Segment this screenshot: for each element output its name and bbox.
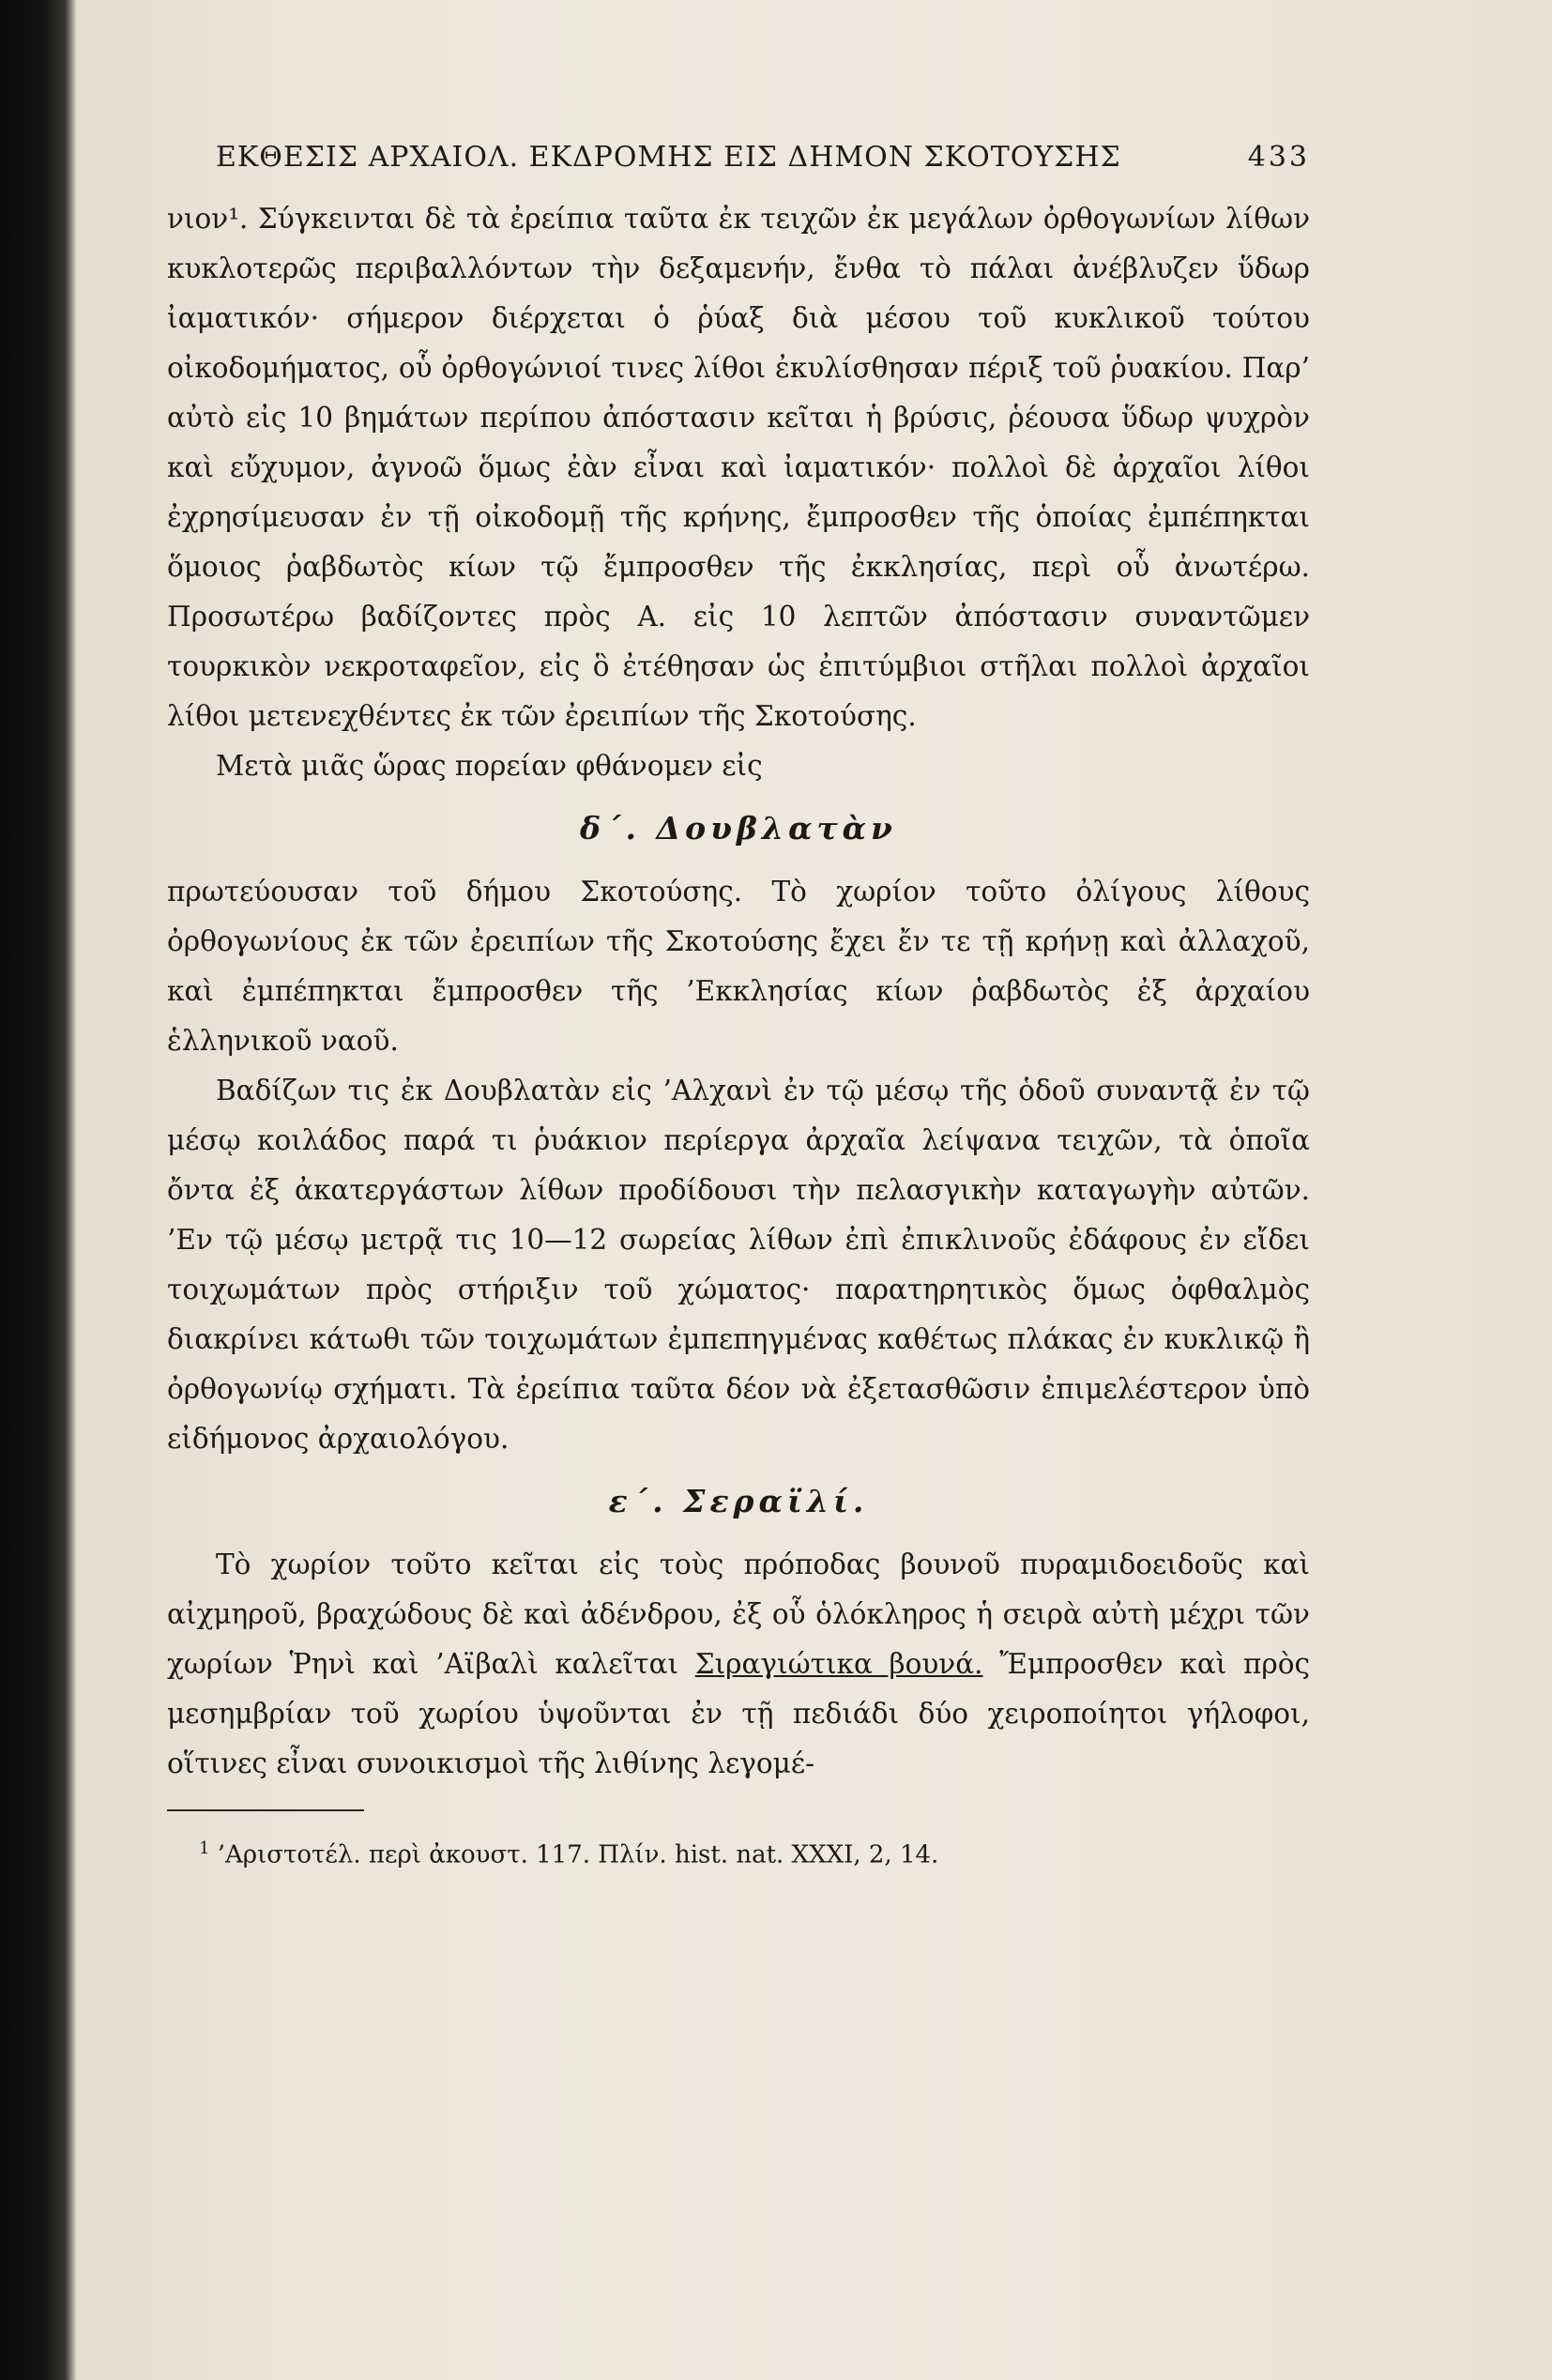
page-number: 433	[1247, 141, 1310, 174]
binding-shadow	[0, 0, 77, 2380]
paragraph-ruins: νιον¹. Σύγκεινται δὲ τὰ ἐρείπια ταῦτα ἐκ τειχῶν ἐκ μεγάλων ὀρθογωνίων λίθων κυκλοτερῶς περιβαλλόντων τὴν δεξαμενήν, ἔνθα τὸ πάλαι ἀνέβλυζεν ὕδωρ ἰαματικόν· σήμερον διέρχεται ὁ ῥύαξ διὰ μέσου τοῦ κυκλικοῦ τούτου οἰκοδομήματος, οὗ ὀρθογώνιοί τινες λίθοι ἐκυλίσθησαν πέριξ τοῦ ῥυακίου. Παρ’ αὐτὸ εἰς 10 βημάτων περίπου ἀπόστασιν κεῖται ἡ βρύσις, ῥέουσα ὕδωρ ψυχρὸν καὶ εὔχυμον, ἀγνοῶ ὅμως ἐὰν εἶναι καὶ ἰαματικόν· πολλοὶ δὲ ἀρχαῖοι λίθοι ἐχρησίμευσαν ἐν τῇ οἰκοδομῇ τῆς κρήνης, ἔμπροσθεν τῆς ὁποίας ἐμπέπηκται ὅμοιος ῥαβδωτὸς κίων τῷ ἔμπροσθεν τῆς ἐκκλησίας, περὶ οὗ ἀνωτέρω. Προσωτέρω βαδίζοντες πρὸς Α. εἰς 10 λεπτῶν ἀπόστασιν συναντῶμεν τουρκικὸν νεκροταφεῖον, εἰς ὃ ἐτέθησαν ὡς ἐπιτύμβιοι στῆλαι πολλοὶ ἀρχαῖοι λίθοι μετενεχθέντες ἐκ τῶν ἐρειπίων τῆς Σκοτούσης.	[167, 203, 1310, 732]
page-text-block	[167, 141, 1310, 1874]
paragraph-serali	[167, 1540, 1310, 1789]
paragraph-serali-text-b: Ἔμπροσθεν καὶ πρὸς μεσημβρίαν τοῦ χωρίου ὑψοῦνται ἐν τῇ πεδιάδι δύο χειροποίητοι γήλοφοι, οἵτινες εἶναι συνοικισμοὶ τῆς λιθίνης λεγομέ-	[167, 1648, 1310, 1779]
paragraph-doublatan: πρωτεύουσαν τοῦ δήμου Σκοτούσης. Τὸ χωρίον τοῦτο ὀλίγους λίθους ὀρθογωνίους ἐκ τῶν ἐρειπίων τῆς Σκοτούσης ἔχει ἔν τε τῇ κρήνῃ καὶ ἀλλαχοῦ, καὶ ἐμπέπηκται ἔμπροσθεν τῆς ’Εκκλησίας κίων ῥαβδωτὸς ἐξ ἀρχαίου ἑλληνικοῦ ναοῦ.	[167, 876, 1310, 1057]
paragraph-serali-text-a: Τὸ χωρίον τοῦτο κεῖται εἰς τοὺς πρόποδας βουνοῦ πυραμιδοειδοῦς καὶ αἰχμηροῦ, βραχώδους δὲ καὶ ἀδένδρου, ἐξ οὗ ὁλόκληρος ἡ σειρὰ αὐτὴ μέχρι τῶν χωρίων Ῥηνὶ καὶ ’Αϊβαλὶ καλεῖται	[167, 1549, 1310, 1680]
paragraph-pelasgic-walls: Βαδίζων τις ἐκ Δουβλατὰν εἰς ’Αλχανὶ ἐν τῷ μέσῳ τῆς ὁδοῦ συναντᾷ ἐν τῷ μέσῳ κοιλάδος παρά τι ῥυάκιον περίεργα ἀρχαῖα λείψανα τειχῶν, τὰ ὁποῖα ὄντα ἐξ ἀκατεργάστων λίθων προδίδουσι τὴν πελασγικὴν καταγωγὴν αὐτῶν. ’Εν τῷ μέσῳ μετρᾷ τις 10—12 σωρείας λίθων ἐπὶ ἐπικλινοῦς ἐδάφους ἐν εἴδει τοιχωμάτων πρὸς στήριξιν τοῦ χώματος· παρατηρητικὸς ὅμως ὀφθαλμὸς διακρίνει κάτωθι τῶν τοιχωμάτων ἐμπεπηγμένας καθέτως πλάκας ἐν κυκλικῷ ἢ ὀρθογωνίῳ σχήματι. Τὰ ἐρείπια ταῦτα δέον νὰ ἐξετασθῶσιν ἐπιμελέστερον ὑπὸ εἰδήμονος ἀρχαιολόγου.	[167, 1075, 1310, 1455]
section-heading-doublatan: δ΄. Δουβλατὰν	[580, 810, 897, 847]
running-header	[216, 141, 1310, 174]
paragraph-journey: Μετὰ μιᾶς ὥρας πορείαν φθάνομεν εἰς	[216, 750, 763, 782]
footnote-rule	[167, 1809, 364, 1811]
footnote	[199, 1830, 1310, 1874]
footnote-marker: 1	[199, 1838, 210, 1858]
header-title: ΕΚΘΕΣΙΣ ΑΡΧΑΙΟΛ. ΕΚΔΡΟΜΗΣ ΕΙΣ ΔΗΜΟΝ ΣΚΟΤΟΥΣΗΣ	[216, 141, 1121, 174]
section-heading-serali: ε΄. Σεραϊλί.	[608, 1483, 869, 1519]
footnote-text: ’Αριστοτέλ. περὶ ἀκουστ. 117. Πλίν. hist. nat. XXXI, 2, 14.	[217, 1840, 939, 1869]
underlined-place-name: Σιραγιώτικα βουνά.	[694, 1648, 983, 1680]
